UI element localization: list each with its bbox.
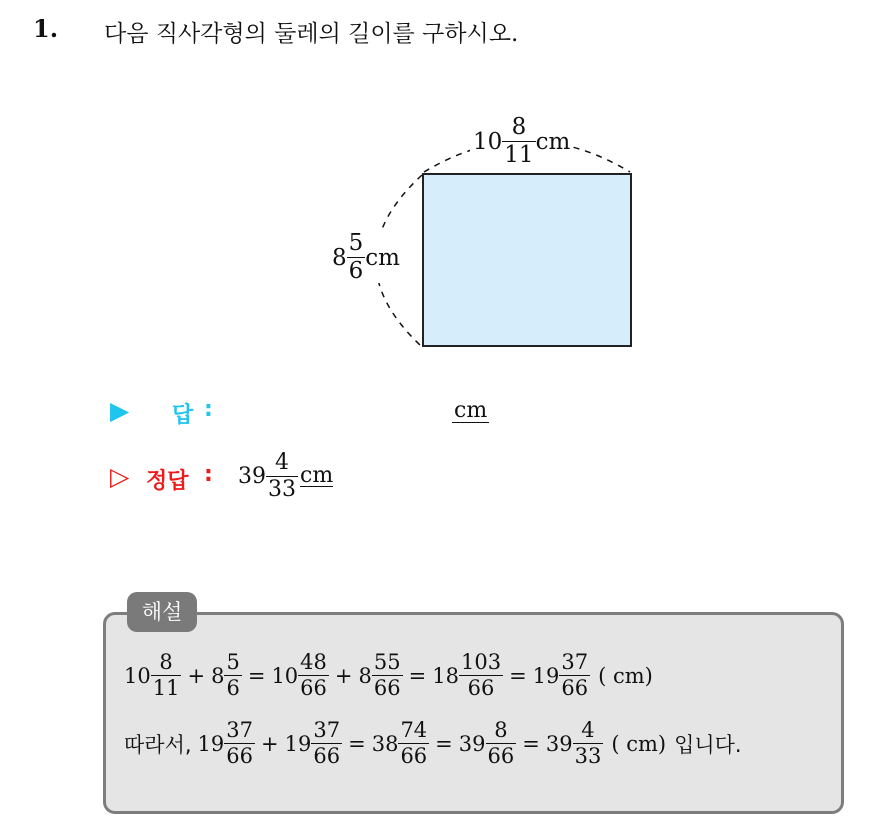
side-label-num: 5 (348, 230, 364, 256)
line1-op1: + (187, 663, 206, 688)
line2-suffix: 입니다. (674, 732, 742, 757)
explanation-line-2 (124, 720, 742, 767)
line1-term2: 8 $\frac{5}{6}$ (211, 650, 240, 700)
solution-colon: : (204, 462, 213, 487)
line1-eq3: = (509, 663, 527, 688)
solution-fraction (266, 452, 298, 501)
line2-eq3: = (522, 731, 540, 756)
line1-unit: ( cm) (598, 663, 653, 688)
solution-value (238, 452, 333, 501)
line2-term5: 39 $\frac{4}{33}$ (545, 718, 602, 768)
solution-label: 정답 (146, 469, 189, 494)
line2-term2: 19 $\frac{37}{66}$ (284, 718, 341, 768)
top-label-whole: 10 (473, 128, 503, 155)
line2-prefix: 따라서, (124, 732, 192, 757)
line1-term4: 8 $\frac{55}{66}$ (358, 650, 401, 700)
solution-den: 33 (268, 477, 296, 502)
answer-marker-icon: ▶ (110, 396, 130, 425)
line2-eq1: = (348, 731, 366, 756)
explanation-tag: 해설 (127, 592, 197, 632)
answer-colon: : (204, 397, 213, 422)
explanation-box (103, 612, 844, 814)
answer-unit: cm (454, 398, 488, 423)
line2-term4: 39 $\frac{8}{66}$ (458, 718, 515, 768)
line1-term6: 19 $\frac{37}{66}$ (532, 650, 589, 700)
line1-eq2: = (408, 663, 427, 688)
line1-term3: 10 $\frac{48}{66}$ (271, 650, 327, 700)
side-label-unit: cm (365, 244, 400, 271)
solution-whole: 39 (238, 464, 266, 489)
explanation-line-1 (124, 652, 653, 699)
top-label-unit: cm (535, 128, 571, 155)
side-label-den: 6 (348, 258, 364, 284)
solution-unit: cm (300, 463, 334, 488)
side-label-fraction (347, 232, 366, 283)
line1-term5: 18 $\frac{103}{66}$ (432, 650, 502, 700)
rectangle (423, 174, 631, 346)
rectangle-figure (0, 0, 884, 400)
line2-unit: ( cm) (611, 731, 667, 756)
top-label-fraction (502, 116, 535, 167)
line2-term1: 19 $\frac{37}{66}$ (197, 718, 254, 768)
line2-eq2: = (435, 731, 453, 756)
line2-op1: + (261, 731, 279, 756)
answer-label: 답 (172, 403, 194, 428)
left-side-label (330, 232, 402, 283)
top-label-num: 8 (511, 114, 527, 140)
solution-marker-icon: ▷ (110, 462, 130, 491)
line1-op2: + (334, 663, 353, 688)
top-side-label (470, 116, 573, 167)
top-label-den: 11 (504, 142, 534, 168)
line2-term3: 38 $\frac{74}{66}$ (371, 718, 428, 768)
line1-eq1: = (247, 663, 266, 688)
problem-text: 다음 직사각형의 둘레의 길이를 구하시오. (104, 21, 519, 47)
line1-term1: 10 $\frac{8}{11}$ (124, 650, 180, 700)
solution-num: 4 (275, 450, 289, 475)
side-label-whole: 8 (332, 244, 347, 271)
problem-number: 1. (33, 14, 59, 43)
